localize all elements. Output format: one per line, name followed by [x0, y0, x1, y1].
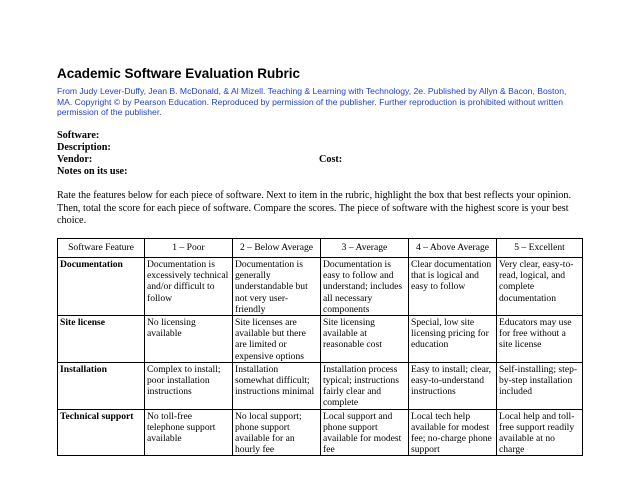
rating-cell[interactable]: Educators may use for free without a site license [497, 315, 583, 362]
table-row [58, 315, 583, 362]
rating-cell[interactable]: Documentation is generally understandable but not very user-friendly [233, 257, 321, 315]
document-page [57, 66, 582, 456]
table-row [58, 362, 583, 409]
rating-cell[interactable]: No licensing available [145, 315, 233, 362]
header-software-feature: Software Feature [58, 238, 145, 257]
rating-cell[interactable]: Documentation is excessively technical and/or difficult to follow [145, 257, 233, 315]
software-info-fields [57, 130, 582, 179]
rating-cell[interactable]: No toll-free telephone support available [145, 409, 233, 456]
feature-cell: Technical support [58, 409, 145, 456]
rating-cell[interactable]: Clear documentation that is logical and easy to follow [409, 257, 497, 315]
feature-cell: Site license [58, 315, 145, 362]
page-title: Academic Software Evaluation Rubric [57, 66, 301, 81]
cost-field-label: Cost: [319, 153, 343, 165]
rating-cell[interactable]: Installation process typical; instructions fairly clear and complete [321, 362, 409, 409]
rating-cell[interactable]: Self-installing; step-by-step installation included [497, 362, 583, 409]
description-field-label: Description: [57, 141, 111, 153]
rating-cell[interactable]: Local tech help available for modest fee; no-charge phone support [409, 409, 497, 456]
rating-cell[interactable]: Complex to install; poor installation instructions [145, 362, 233, 409]
header-poor: 1 – Poor [145, 238, 233, 257]
feature-cell: Documentation [58, 257, 145, 315]
software-field-label: Software: [57, 129, 100, 141]
vendor-field-label: Vendor: [57, 153, 93, 165]
rating-cell[interactable]: No local support; phone support available for an hourly fee [233, 409, 321, 456]
rating-cell[interactable]: Local help and toll-free support readily available at no charge [497, 409, 583, 456]
rating-cell[interactable]: Local support and phone support available for modest fee [321, 409, 409, 456]
notes-field-label: Notes on its use: [57, 166, 128, 178]
instructions-paragraph: Rate the features below for each piece of software. Next to item in the rubric, highlight the box that best reflects your opinion. Then, total the score for each piece of software. Compare the scores. The piece of software with the highest score is your best choice. [57, 190, 572, 227]
rating-cell[interactable]: Special, low site licensing pricing for education [409, 315, 497, 362]
rating-cell[interactable]: Very clear, easy-to-read, logical, and complete documentation [497, 257, 583, 315]
copyright-credit: From Judy Lever-Duffy, Jean B. McDonald, & Al Mizell. Teaching & Learning with Technology, 2e. Published by Allyn & Bacon, Boston, MA. Copyright © by Pearson Education. Reproduced by permission of the publisher. Further reproduction is prohibited without written permission of the publisher. [57, 86, 567, 117]
rating-cell[interactable]: Site licensing available at reasonable cost [321, 315, 409, 362]
rubric-table [57, 238, 583, 457]
table-row [58, 409, 583, 456]
rating-cell[interactable]: Site licenses are available but there are limited or expensive options [233, 315, 321, 362]
table-row [58, 257, 583, 315]
header-above-average: 4 – Above Average [409, 238, 497, 257]
header-excellent: 5 – Excellent [497, 238, 583, 257]
header-below-average: 2 – Below Average [233, 238, 321, 257]
feature-cell: Installation [58, 362, 145, 409]
rating-cell[interactable]: Documentation is easy to follow and understand; includes all necessary components [321, 257, 409, 315]
header-average: 3 – Average [321, 238, 409, 257]
rating-cell[interactable]: Installation somewhat difficult; instructions minimal [233, 362, 321, 409]
rating-cell[interactable]: Easy to install; clear, easy-to-understand instructions [409, 362, 497, 409]
table-header-row [58, 238, 583, 257]
